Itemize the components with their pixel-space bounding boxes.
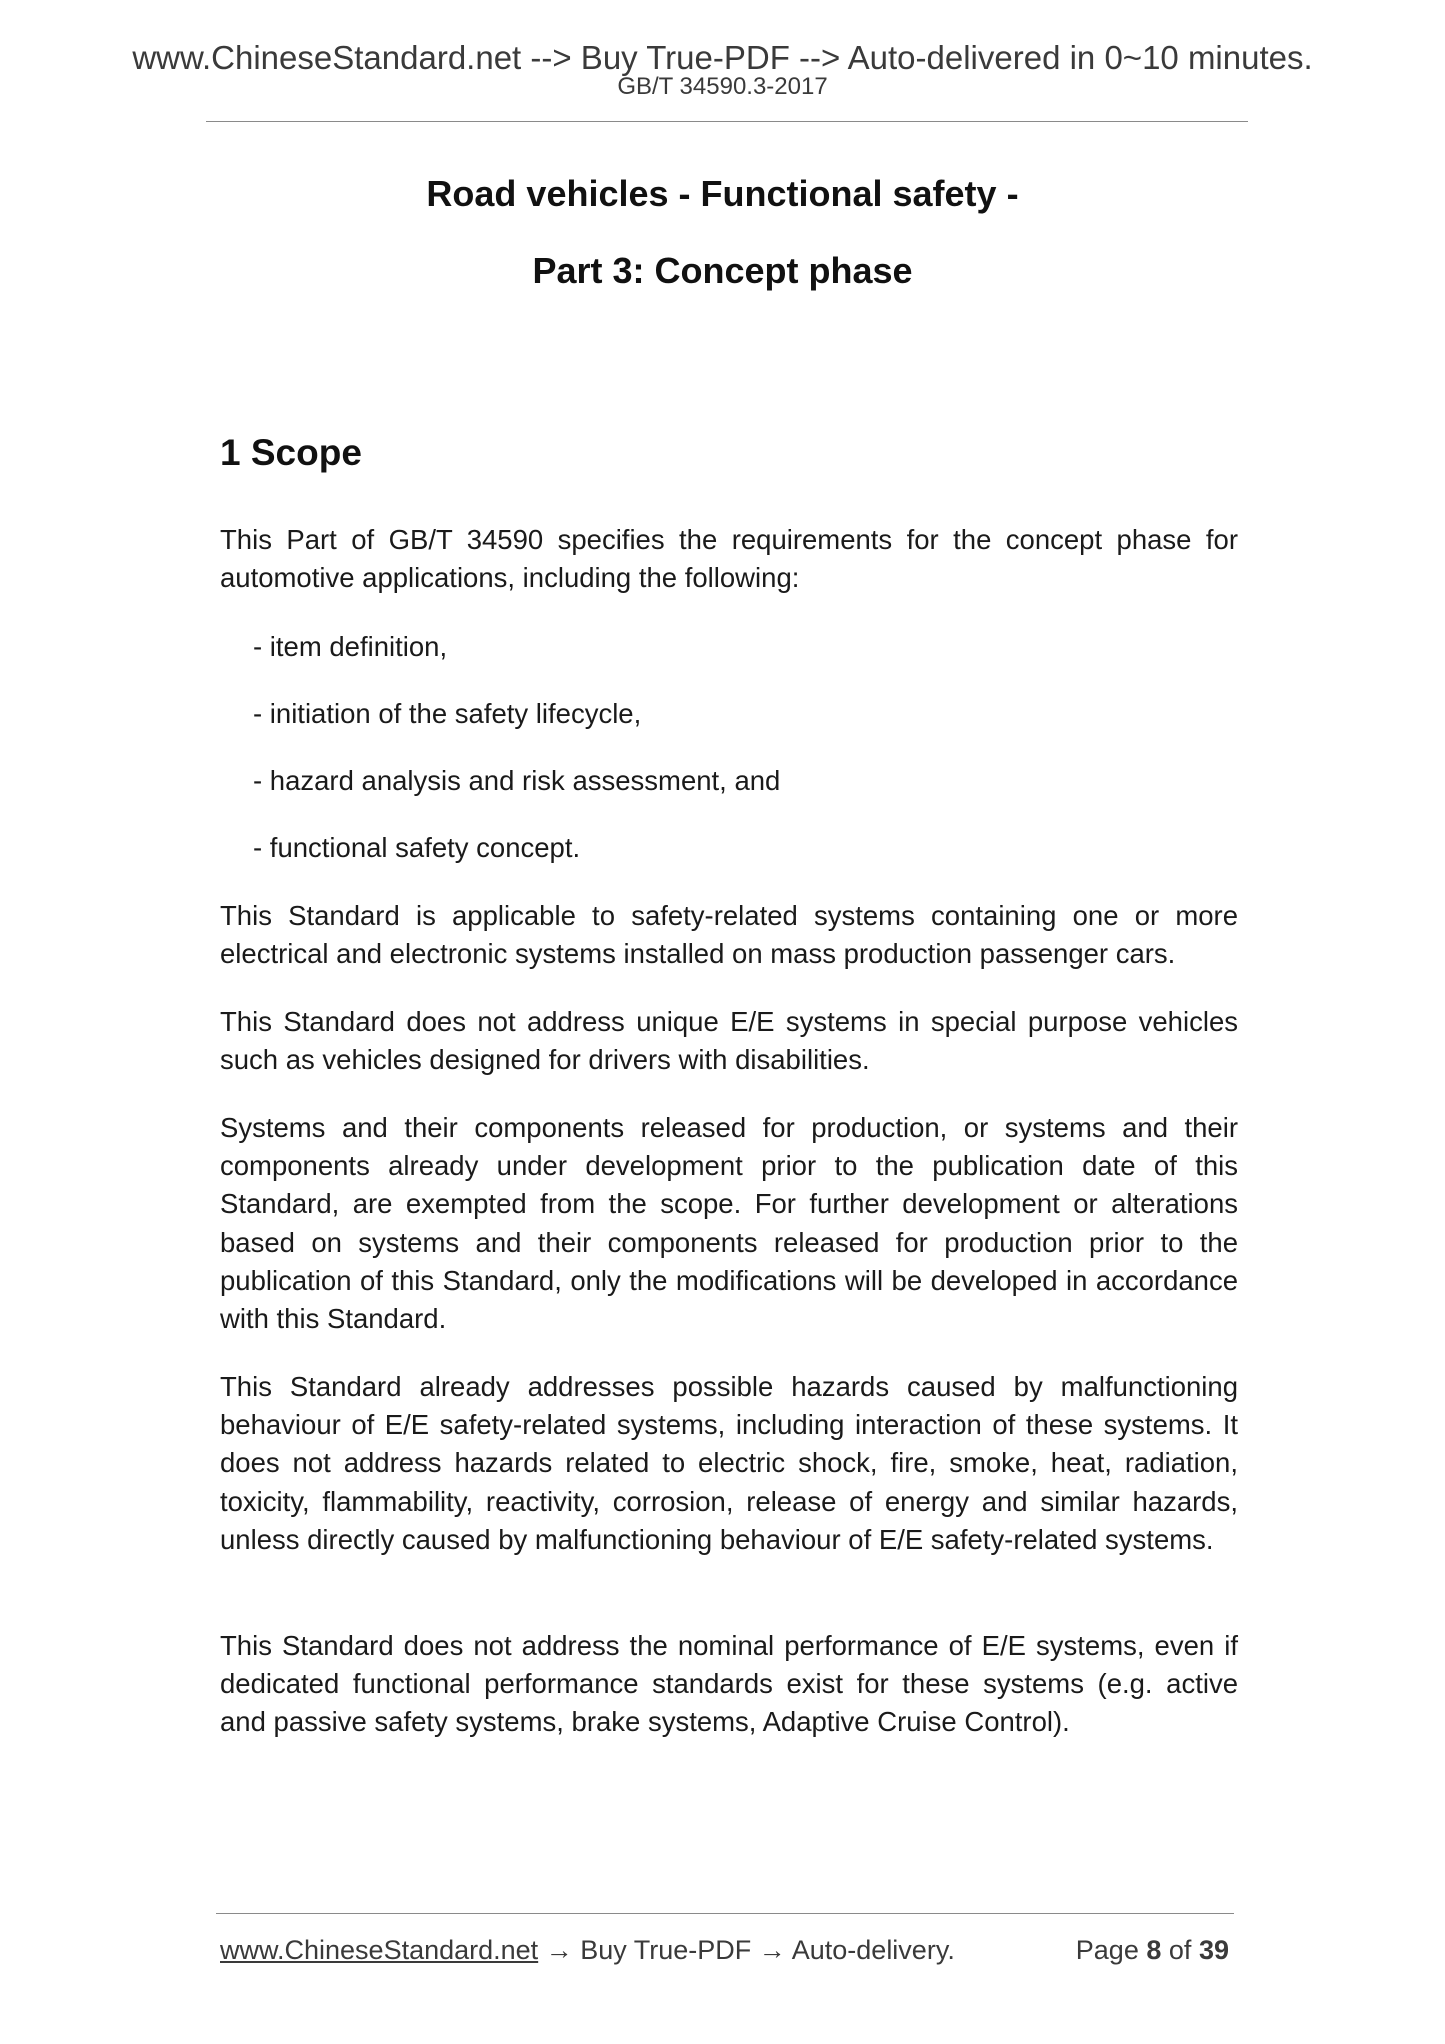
document-title-line1: Road vehicles - Functional safety - (426, 173, 1019, 214)
paragraph: This Standard already addresses possible hazards caused by malfunctioning behaviour of E/E safety-related systems, including interaction of these systems. It does not address hazards related to electric shock, fire, smoke, heat, radiation, toxicity, flammability, reactivity, corrosion, release of energy and similar hazards, unless directly caused by malfunctioning behaviour of E/E safety-related systems. (220, 1371, 1238, 1555)
page-label: Page (1075, 1935, 1139, 1965)
paragraph: This Standard is applicable to safety-related systems containing one or more electrical and electronic systems installed on mass production passenger cars. (220, 900, 1238, 970)
footer-site-link[interactable]: www.ChineseStandard.net (220, 1935, 539, 1965)
intro-paragraph: This Part of GB/T 34590 specifies the requirements for the concept phase for automotive applications, including the following: (220, 524, 1238, 594)
footer-left (220, 1933, 955, 1967)
page-number: 8 (1146, 1935, 1162, 1965)
of-label: of (1168, 1935, 1192, 1965)
paragraph: This Standard does not address unique E/E systems in special purpose vehicles such as vehicles designed for drivers with disabilities. (220, 1006, 1238, 1076)
bullet-item: - functional safety concept. (253, 832, 581, 863)
footer-tagline: → Buy True-PDF → Auto-delivery. (538, 1935, 955, 1965)
paragraph: This Standard does not address the nominal performance of E/E systems, even if dedicated functional performance standards exist for these systems (e.g. active and passive safety systems, brake systems, Adaptive Cruise Control). (220, 1630, 1238, 1738)
standard-code: GB/T 34590.3-2017 (617, 73, 828, 100)
bullet-item: - hazard analysis and risk assessment, and (253, 765, 781, 796)
section-heading: 1 Scope (220, 432, 362, 473)
page-indicator (1076, 1933, 1229, 1967)
paragraph: Systems and their components released for production, or systems and their components already under development prior to the publication date of this Standard, are exempted from the scope. For further development or alterations based on systems and their components released for production prior to the publication of this Standard, only the modifications will be developed in accordance with this Standard. (220, 1112, 1238, 1335)
footer-divider (216, 1913, 1234, 1914)
bullet-item: - initiation of the safety lifecycle, (253, 698, 642, 729)
document-title-line2: Part 3: Concept phase (532, 250, 913, 291)
bullet-item: - item definition, (253, 631, 448, 662)
header-divider (206, 121, 1248, 122)
top-banner: www.ChineseStandard.net --> Buy True-PDF --> Auto-delivered in 0~10 minutes. (132, 39, 1313, 76)
total-pages: 39 (1198, 1935, 1229, 1965)
